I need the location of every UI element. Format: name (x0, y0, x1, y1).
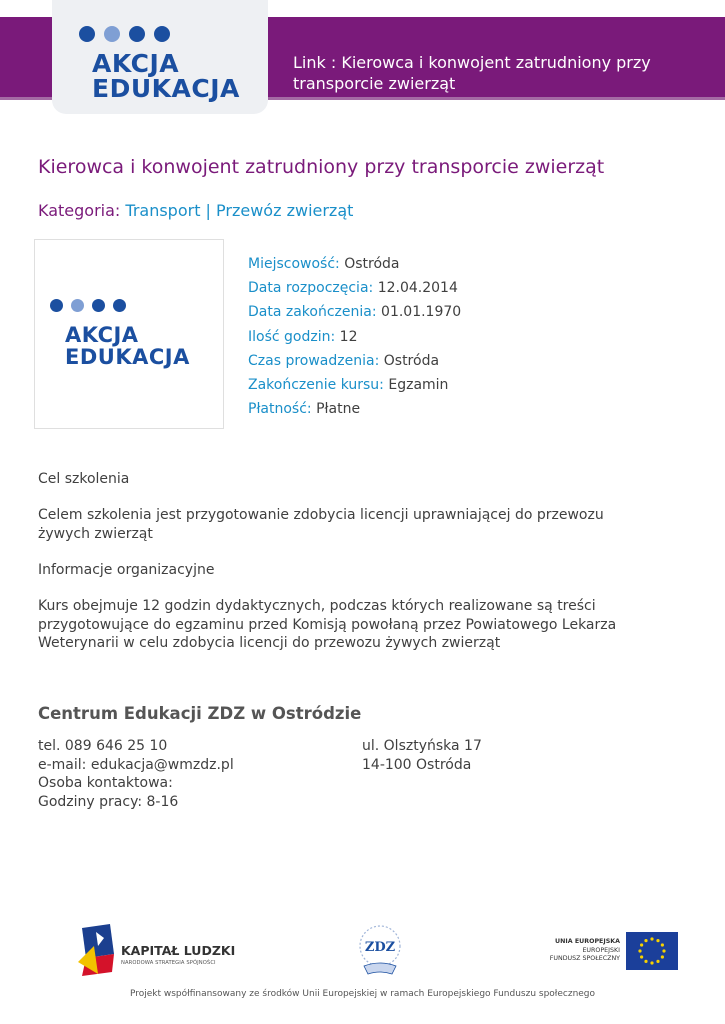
category-label: Kategoria: (38, 201, 121, 220)
contact-left (38, 737, 234, 811)
org-info-text: Kurs obejmuje 12 godzin dydaktycznych, podczas których realizowane są treści przygotowujące do egzaminu przed Komisją powołaną przez Powiatowego Lekarza Weterynarii w celu zdobycia licencji do przewozu żywych zwierząt (38, 598, 617, 651)
course-thumbnail (34, 239, 224, 429)
ue-line3: FUNDUSZ SPOŁECZNY (549, 955, 620, 962)
org-info-heading: Informacje organizacyjne (38, 562, 215, 578)
kapital-ludzki-text (121, 943, 235, 966)
detail-start-date: Data rozpoczęcia: 12.04.2014 (248, 280, 458, 297)
thumb-logo-line1: AKCJA (65, 323, 139, 347)
zdz-mark: ZDZ (364, 940, 396, 955)
category-line (38, 201, 353, 220)
email[interactable]: e-mail: edukacja@wmzdz.pl (38, 756, 234, 773)
goal-text: Celem szkolenia jest przygotowanie zdobycia licencji uprawniającej do przewozu żywych zwierząt (38, 507, 604, 542)
eu-star (640, 943, 643, 946)
contact-right (362, 737, 482, 774)
logo-dot (104, 26, 120, 42)
kl-subtitle: NARODOWA STRATEGIA SPÓJNOŚCI (121, 960, 216, 966)
logo-dot (79, 26, 95, 42)
logo-dot (129, 26, 145, 42)
eu-star (638, 949, 641, 952)
eu-star (644, 960, 647, 963)
kapital-ludzki-logo (76, 924, 118, 980)
eu-star (644, 939, 647, 942)
eu-star (650, 961, 653, 964)
eu-flag-icon (626, 932, 678, 970)
zdz-logo (352, 922, 408, 980)
thumb-logo-dots (50, 299, 126, 312)
eu-star (661, 943, 664, 946)
detail-duration: Czas prowadzenia: Ostróda (248, 352, 440, 369)
logo-line1: AKCJA (92, 49, 180, 78)
detail-payment: Płatność: Płatne (248, 401, 361, 418)
city: 14-100 Ostróda (362, 756, 472, 773)
eu-star (656, 960, 659, 963)
logo-dot (92, 299, 105, 312)
logo-dot (71, 299, 84, 312)
organizer-name: Centrum Edukacji ZDZ w Ostródzie (38, 704, 362, 723)
ue-line1: UNIA EUROPEJSKA (555, 938, 620, 945)
thumb-logo-line2: EDUKACJA (65, 345, 190, 369)
logo-dot (154, 26, 170, 42)
ue-line2: EUROPEJSKI (582, 946, 620, 954)
kl-title: KAPITAŁ LUDZKI (121, 943, 236, 958)
header-link[interactable]: Link : Kierowca i konwojent zatrudniony przy transporcie zwierząt (293, 53, 651, 93)
page-title: Kierowca i konwojent zatrudniony przy transporcie zwierząt (38, 156, 605, 178)
detail-hours: Ilość godzin: 12 (248, 328, 358, 345)
logo-dots (79, 26, 170, 42)
eu-star (640, 955, 643, 958)
logo-dot (50, 299, 63, 312)
eu-star (661, 955, 664, 958)
phone: tel. 089 646 25 10 (38, 738, 168, 754)
cofinanced-note: Projekt współfinansowany ze środków Unii Europejskiej w ramach Europejskiego Funduszu społecznego (129, 989, 596, 999)
contact-person: Osoba kontaktowa: (38, 775, 173, 792)
logo-dot (113, 299, 126, 312)
eu-star (656, 939, 659, 942)
street: ul. Olsztyńska 17 (362, 738, 482, 754)
detail-completion: Zakończenie kursu: Egzamin (248, 377, 449, 394)
eu-star (662, 949, 665, 952)
course-details (248, 252, 461, 421)
logo-line2: EDUKACJA (92, 74, 240, 103)
goal-heading: Cel szkolenia (38, 471, 130, 487)
detail-location: Miejscowość: Ostróda (248, 256, 400, 272)
working-hours: Godziny pracy: 8-16 (38, 793, 179, 810)
eu-star (650, 937, 653, 940)
ue-text (530, 938, 620, 964)
category-link[interactable]: Transport | Przewóz zwierząt (125, 201, 354, 220)
detail-end-date: Data zakończenia: 01.01.1970 (248, 304, 462, 321)
akcja-edukacja-logo[interactable] (52, 0, 268, 114)
